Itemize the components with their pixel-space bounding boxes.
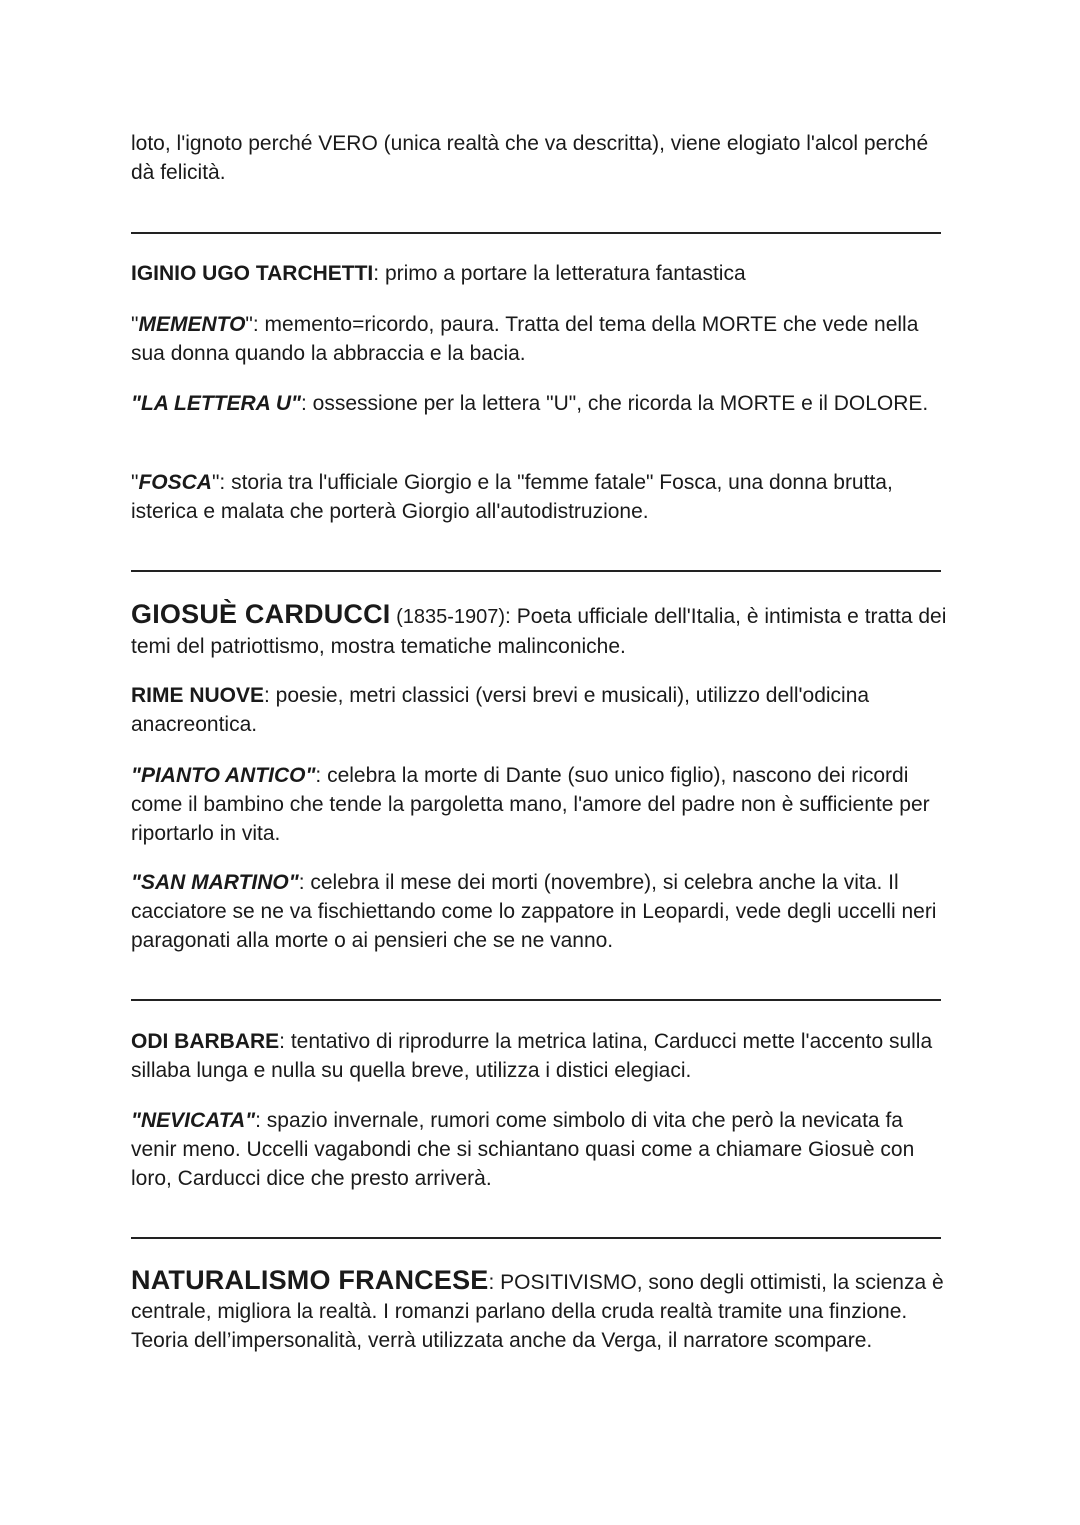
pianto-antico-paragraph: "PIANTO ANTICO": celebra la morte di Dante (suo unico figlio), nascono dei ricordi come il bambino che tende la pargoletta mano, l'amore del padre non è sufficiente per riportarlo in vita. bbox=[131, 764, 930, 845]
san-martino-paragraph: "SAN MARTINO": celebra il mese dei morti (novembre), si celebra anche la vita. Il cacciatore se ne va fischiettando come lo zappatore in Leopardi, vede degli uccelli neri paragonati alla morte o ai pensieri che se ne vanno. bbox=[131, 871, 937, 952]
odi-barbare-paragraph: ODI BARBARE: tentativo di riprodurre la metrica latina, Carducci mette l'accento sulla sillaba lunga e nulla su quella breve, utilizza i distici elegiaci. bbox=[131, 1030, 933, 1082]
lettera-u-paragraph: "LA LETTERA U": ossessione per la lettera "U", che ricorda la MORTE e il DOLORE. bbox=[131, 392, 929, 415]
nevicata-paragraph: "NEVICATA": spazio invernale, rumori come simbolo di vita che però la nevicata fa venir meno. Uccelli vagabondi che si schiantano quasi come a chiamare Giosuè con loro, Carducci dice che presto arriverà. bbox=[131, 1109, 915, 1190]
intro-paragraph: loto, l'ignoto perché VERO (unica realtà che va descritta), viene elogiato l'alcol perché dà felicità. bbox=[131, 132, 929, 184]
section-divider bbox=[131, 999, 941, 1001]
tarchetti-heading: IGINIO UGO TARCHETTI: primo a portare la letteratura fantastica bbox=[131, 262, 746, 285]
naturalismo-paragraph: NATURALISMO FRANCESE: POSITIVISMO, sono degli ottimisti, la scienza è centrale, migliora la realtà. I romanzi parlano della cruda realtà tramite una finzione. Teoria dell’impersonalità, verrà utilizzata anche da Verga, il narratore scompare. bbox=[131, 1265, 944, 1352]
section-divider bbox=[131, 232, 941, 234]
fosca-paragraph: "FOSCA": storia tra l'ufficiale Giorgio e la "femme fatale" Fosca, una donna brutta, isterica e malata che porterà Giorgio all'autodistruzione. bbox=[131, 471, 893, 523]
section-divider bbox=[131, 1237, 941, 1239]
carducci-heading: GIOSUÈ CARDUCCI (1835-1907): Poeta ufficiale dell'Italia, è intimista e tratta dei temi del patriottismo, mostra tematiche malinconiche. bbox=[131, 599, 947, 658]
rime-nuove-paragraph: RIME NUOVE: poesie, metri classici (versi brevi e musicali), utilizzo dell'odicina anacreontica. bbox=[131, 684, 870, 736]
section-divider bbox=[131, 570, 941, 572]
memento-paragraph: "MEMENTO": memento=ricordo, paura. Tratta del tema della MORTE che vede nella sua donna quando la abbraccia e la bacia. bbox=[131, 313, 919, 365]
